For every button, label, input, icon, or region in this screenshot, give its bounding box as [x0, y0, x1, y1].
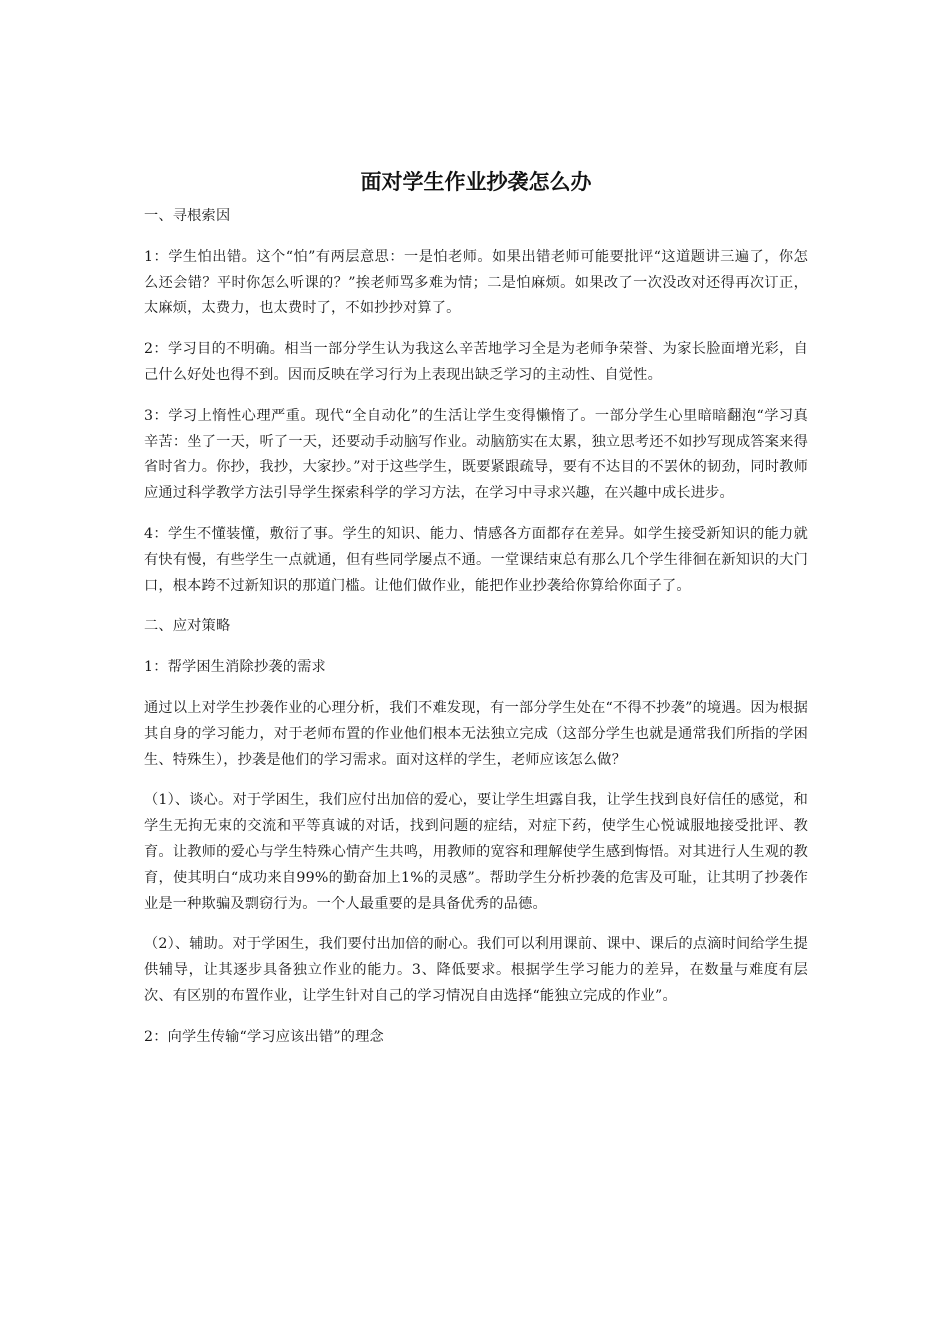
document-page — [144, 165, 808, 1066]
document-title: 面对学生作业抄袭怎么办 — [360, 170, 592, 194]
paragraph-strategy-intro: 通过以上对学生抄袭作业的心理分析，我们不难发现，有一部分学生处在“不得不抄袭”的境遇。因为根据其自身的学习能力，对于老师布置的作业他们根本无法独立完成（这部分学生也就是通常我们所指的学困生、特殊生），抄袭是他们的学习需求。面对这样的学生，老师应该怎么做？ — [144, 699, 808, 768]
paragraph-strategy-assist: （2）、辅助。对于学困生，我们要付出加倍的耐心。我们可以利用课前、课中、课后的点滴时间给学生提供辅导，让其逐步具备独立作业的能力。3、降低要求。根据学生学习能力的差异，在数量与难度有层次、有区别的布置作业，让学生针对自己的学习情况自由选择“能独立完成的作业”。 — [144, 936, 808, 1004]
paragraph-cause-3: 3：学习上惰性心理严重。现代“全自动化”的生活让学生变得懒惰了。一部分学生心里暗暗翻泡“学习真辛苦：坐了一天，听了一天，还要动手动脑写作业。动脑筋实在太累，独立思考还不如抄写现成答案来得省时省力。你抄，我抄，大家抄。”对于这些学生，既要紧跟疏导，要有不达目的不罢休的韧劲，同时教师应通过科学教学方法引导学生探索科学的学习方法，在学习中寻求兴趣，在兴趣中成长进步。 — [144, 407, 808, 502]
paragraph-cause-4: 4：学生不懂装懂，敷衍了事。学生的知识、能力、情感各方面都存在差异。如学生接受新知识的能力就有快有慢，有些学生一点就通，但有些同学屡点不通。一堂课结束总有那么几个学生徘徊在新知识的大门口，根本跨不过新知识的那道门槛。让他们做作业，能把作业抄袭给你算给你面子了。 — [144, 525, 808, 594]
section-heading-causes: 一、寻根索因 — [144, 208, 231, 224]
strategy-heading-1: 1：帮学困生消除抄袭的需求 — [144, 659, 326, 676]
paragraph-cause-1: 1：学生怕出错。这个“怕”有两层意思：一是怕老师。如果出错老师可能要批评“这道题讲三遍了，你怎么还会错？平时你怎么听课的？”挨老师骂多难为情；二是怕麻烦。如果改了一次没改对还得再次订正，太麻烦，太费力，也太费时了，不如抄抄对算了。 — [144, 248, 808, 317]
paragraph-strategy-talk: （1）、谈心。对于学困生，我们应付出加倍的爱心，要让学生坦露自我，让学生找到良好信任的感觉，和学生无拘无束的交流和平等真诚的对话，找到问题的症结，对症下药，使学生心悦诚服地接受批评、教育。让教师的爱心与学生特殊心情产生共鸣，用教师的宽容和理解使学生感到悔悟。对其进行人生观的教育，使其明白“成功来自99%的勤奋加上1%的灵感”。帮助学生分析抄袭的危害及可耻，让其明了抄袭作业是一种欺骗及剽窃行为。一个人最重要的是具备优秀的品德。 — [144, 792, 808, 912]
section-heading-strategies: 二、应对策略 — [144, 618, 231, 635]
strategy-heading-2: 2：向学生传输“学习应该出错”的理念 — [144, 1028, 384, 1045]
paragraph-cause-2: 2：学习目的不明确。相当一部分学生认为我这么辛苦地学习全是为老师争荣誉、为家长脸面增光彩，自己什么好处也得不到。因而反映在学习行为上表现出缺乏学习的主动性、自觉性。 — [144, 341, 808, 383]
